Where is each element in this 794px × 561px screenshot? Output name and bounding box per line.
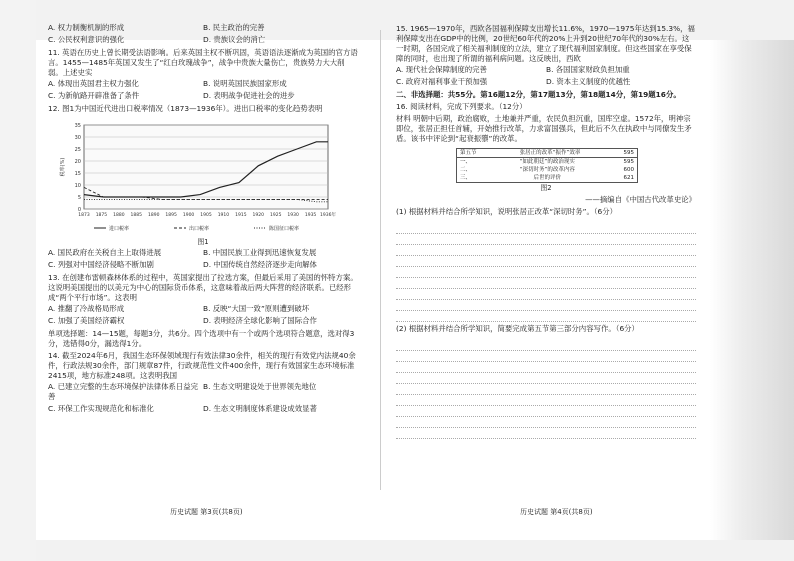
q11-options-row2 (48, 90, 358, 102)
x-tick-label: 1895 (165, 213, 177, 218)
table-cell: 三、 (460, 175, 472, 181)
q14-option-a: A. 已建立完整的生态环境保护法律体系日益完善 (48, 382, 199, 401)
legend-label: 出口税率 (189, 226, 210, 232)
y-tick-label: 20 (74, 159, 81, 165)
right-page-footer: 历史试题 第4页(共8页) (520, 508, 593, 516)
page-divider (380, 30, 381, 490)
q15-options (396, 64, 696, 76)
q10-option-a: A. 权力制衡机制的形成 (48, 23, 125, 32)
y-tick-label: 35 (74, 123, 81, 129)
table-row (457, 158, 637, 166)
legend-label: 进口税率 (109, 226, 130, 232)
figure-2-caption: 图2 (540, 184, 552, 192)
x-tick-label: 1890 (147, 213, 160, 218)
x-tick-label: 1873 (78, 213, 90, 218)
q15-option-c: C. 政府对福利事业干预加强 (396, 77, 488, 86)
left-page (48, 22, 358, 415)
x-tick-label: 1910 (217, 213, 230, 218)
y-tick-label: 10 (74, 183, 81, 189)
q14-options-row2 (48, 403, 358, 415)
q11-option-d: D. 表明战争促进社会的进步 (203, 91, 295, 100)
contents-table (456, 148, 638, 183)
table-row (457, 174, 637, 182)
q10-options-row2 (48, 34, 358, 46)
q11-option-a: A. 体现出英国君主权力强化 (48, 79, 139, 88)
x-tick-label: 1885 (130, 213, 143, 218)
q14-option-c: C. 环保工作实现规范化和标准化 (48, 404, 154, 413)
left-margin (0, 0, 36, 561)
q10-option-d: D. 贵族议会的消亡 (203, 35, 266, 44)
q15-options-row2 (396, 76, 696, 88)
q12-options (48, 247, 358, 259)
legend-label: 陈国征口税率 (269, 226, 300, 232)
q11-option-c: C. 为新航路开辟准备了条件 (48, 91, 140, 100)
q13-options (48, 303, 358, 315)
x-tick-label: 1925 (269, 213, 282, 218)
y-tick-label: 30 (74, 135, 81, 141)
q15-option-a: A. 现代社会保障制度的完善 (396, 65, 487, 74)
x-tick-label: 1880 (113, 213, 125, 218)
table-cell: 621 (623, 175, 634, 181)
table-cell: 600 (623, 167, 634, 173)
table-row (457, 166, 637, 174)
q13-stem: 13. 在创建布雷顿森林体系的过程中，英国家提出了拉选方案，但最后采用了美国的怀特方案。这说明美国提出的以美元为中心的国际货币体系，这意味着战后两大阵营的经济联系。已经形成“两个平行市场”。这表明 (48, 273, 358, 302)
x-tick-label: 1930 (287, 213, 299, 218)
q10-option-b: B. 民主政治的完善 (203, 23, 265, 32)
table-cell: 张居正的改革“振作”效率 (519, 150, 581, 156)
q14-option-b: B. 生态文明建设处于世界领先地位 (203, 382, 317, 391)
right-page (396, 22, 696, 439)
q12-option-d: D. 中国传统自然经济逐步走向解体 (203, 260, 317, 269)
y-tick-label: 15 (74, 171, 81, 177)
x-tick-label: 1905 (200, 213, 212, 218)
q11-stem: 11. 英语在历史上曾长期受法语影响。后来英国主权不断巩固，英语语法逐渐成为英国的官方语言。1455—1485年英国又发生了“红白玫瑰战争”，战争中贵族大量伤亡，贵族势力大大削弱。上述史实 (48, 48, 358, 77)
y-tick-label: 25 (74, 147, 81, 153)
q15-stem: 15. 1965—1970年，西欧各国福利保障支出增长11.6%，1970—1975年达到15.3%，福利保障支出在GDP中的比例，20世纪60年代的20%上升到20世纪70年代的30%左右。这一时期，各国完成了相关福利制度的立法，建立了现代福利国家制度。但这些国家在享受保障的同时，也出现了所谓的福利病问题。这反映出，西欧 (396, 24, 695, 63)
table-cell: 后世的评价 (533, 175, 562, 181)
q13-option-d: D. 表明经济全球化影响了国际合作 (203, 316, 317, 325)
q12-option-b: B. 中国民族工业得到迅速恢复发展 (203, 248, 317, 257)
answer-area-1 (396, 223, 696, 322)
q10-options (48, 22, 358, 34)
q12-options-row2 (48, 259, 358, 271)
x-tick-label: 1920 (252, 213, 265, 218)
q14-option-d: D. 生态文明制度体系建设成效显著 (203, 404, 317, 413)
x-tick-label: 1935 (304, 213, 317, 218)
tariff-chart (56, 117, 336, 235)
tariff-chart-svg (56, 117, 336, 235)
q12-option-a: A. 国民政府在关税自主上取得进展 (48, 248, 162, 257)
q12-stem: 12. 图1为中国近代进出口税率情况（1873—1936年）。进出口税率的变化趋势表明 (48, 104, 323, 113)
answer-area-2 (396, 340, 696, 439)
material-text: 材料 明朝中后期，政治腐败，土地兼并严重，农民负担沉重，国库空虚。1572年，明神宗即位，张居正担任首辅，开始推行改革，力求富国强兵，但此后不久在执政中与同僚发生矛盾。该书中评论到“起衰振隳”的改革。 (396, 114, 692, 143)
x-tick-label: 1900 (182, 213, 195, 218)
q16-part-1: (1) 根据材料并结合所学知识，说明张居正改革“深切时务”。（6分） (396, 207, 618, 216)
right-edge-shadow (710, 40, 794, 540)
table-cell: 二、 (460, 167, 472, 173)
table-cell: 一、 (460, 159, 472, 165)
q13-option-b: B. 反映“大国一致”原则遭到破坏 (203, 304, 310, 313)
table-cell: 595 (623, 150, 634, 156)
y-tick-label: 0 (77, 207, 81, 213)
y-tick-label: 5 (77, 195, 81, 201)
q13-option-a: A. 推翻了冷战格局形成 (48, 304, 125, 313)
q11-options (48, 78, 358, 90)
q15-option-b: B. 各国国家财政负担加重 (546, 65, 630, 74)
q16-intro: 16. 阅读材料，完成下列要求。（12分） (396, 102, 527, 111)
figure-1-caption: 图1 (197, 238, 209, 246)
y-axis-label: 税率(%) (60, 157, 66, 177)
multi-choice-note: 单项选择题：14—15题，每题3分，共6分。四个选项中有一个或两个选项符合题意，选对得3分，选错得0分，漏选得1分。 (48, 329, 355, 348)
q10-option-c: C. 公民权利意识的强化 (48, 35, 125, 44)
left-page-footer: 历史试题 第3页(共8页) (170, 508, 243, 516)
table-cell: 595 (623, 159, 634, 165)
section-2-header: 二、非选择题：共55分。第16题12分，第17题13分，第18题14分，第19题16分。 (396, 90, 681, 99)
x-tick-label: 1875 (95, 213, 108, 218)
q14-options (48, 381, 358, 403)
q14-stem: 14. 截至2024年6月，我国生态环保领域现行有效法律30余件，相关的现行有效党内法规40余件，行政法规30余件，部门规章87件，行政规范性文件400余件，现行有效国家生态环境标准2415项，地方标准248项。这表明我国 (48, 351, 356, 380)
table-cell: “深切时务”的改革内容 (519, 167, 575, 173)
q16-part-2: (2) 根据材料并结合所学知识，简要完成第五节第三部分内容写作。（6分） (396, 324, 639, 333)
q15-option-d: D. 资本主义制度的优越性 (546, 77, 631, 86)
q13-options-row2 (48, 315, 358, 327)
table-cell: “如此朝廷”的政治现实 (519, 159, 575, 165)
source-citation: ——摘编自《中国古代改革史论》 (585, 195, 696, 204)
q13-option-c: C. 加强了美国经济霸权 (48, 316, 125, 325)
plot-area (84, 125, 328, 209)
table-row (457, 149, 637, 158)
table-cell: 第五节 (460, 150, 477, 156)
q11-option-b: B. 说明英国民族国家形成 (203, 79, 287, 88)
x-tick-label: 1936年 (320, 213, 336, 218)
x-tick-label: 1915 (235, 213, 247, 218)
q12-option-c: C. 列强对中国经济侵略不断加剧 (48, 260, 154, 269)
